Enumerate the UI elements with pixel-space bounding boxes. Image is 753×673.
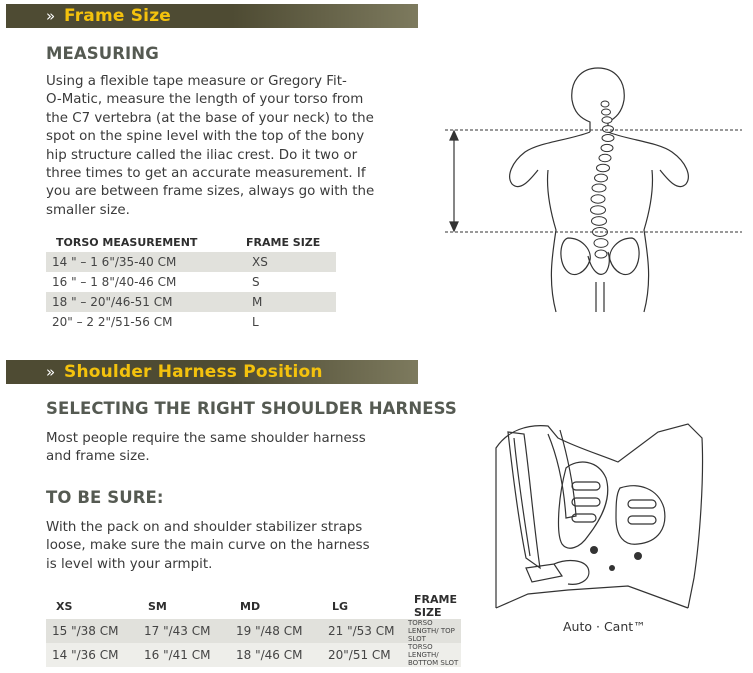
slot-cell: TORSO LENGTH/ TOP SLOT bbox=[408, 619, 455, 643]
md-header: MD bbox=[240, 599, 261, 613]
measuring-line: you are between frame sizes, always go with the bbox=[46, 184, 375, 200]
table-header-row bbox=[46, 232, 336, 252]
frame-size-table bbox=[46, 232, 336, 332]
slot-cell: TORSO LENGTH/ BOTTOM SLOT bbox=[408, 643, 459, 667]
measuring-line: three times to get an accurate measurement. If bbox=[46, 166, 366, 182]
torso-spine-illustration bbox=[420, 60, 750, 320]
md-cell: 19 "/48 CM bbox=[236, 624, 303, 638]
selecting-line: and frame size. bbox=[46, 449, 150, 465]
be-sure-line: loose, make sure the main curve on the harness bbox=[46, 538, 370, 554]
be-sure-line: With the pack on and shoulder stabilizer straps bbox=[46, 520, 363, 535]
torso-measurement-header: TORSO MEASUREMENT bbox=[56, 235, 198, 249]
shoulder-harness-title: Shoulder Harness Position bbox=[64, 362, 323, 382]
measuring-line: the C7 vertebra (at the base of your neck) to the bbox=[46, 110, 374, 126]
lg-header: LG bbox=[332, 599, 349, 613]
torso-cell: 18 " – 20"/46-51 CM bbox=[52, 295, 173, 309]
table-row bbox=[46, 619, 461, 643]
selecting-text bbox=[46, 430, 366, 467]
xs-cell: 15 "/38 CM bbox=[52, 624, 119, 638]
selecting-heading: SELECTING THE RIGHT SHOULDER HARNESS bbox=[46, 399, 457, 418]
frame-size-title: Frame Size bbox=[64, 6, 172, 26]
size-cell: M bbox=[252, 295, 263, 309]
xs-cell: 14 "/36 CM bbox=[52, 648, 119, 662]
lg-cell: 21 "/53 CM bbox=[328, 624, 395, 638]
table-row bbox=[46, 292, 336, 312]
be-sure-text bbox=[46, 519, 370, 574]
selecting-line: Most people require the same shoulder harness bbox=[46, 431, 366, 446]
measuring-line: spot on the spine level with the top of the bony bbox=[46, 129, 365, 145]
table-row bbox=[46, 643, 461, 667]
size-cell: L bbox=[252, 315, 259, 329]
measuring-line: smaller size. bbox=[46, 202, 130, 218]
harness-size-table bbox=[46, 593, 461, 667]
table-row bbox=[46, 272, 336, 292]
torso-cell: 16 " – 1 8"/40-46 CM bbox=[52, 275, 177, 289]
size-cell: XS bbox=[252, 255, 268, 269]
sm-cell: 16 "/41 CM bbox=[144, 648, 211, 662]
xs-header: XS bbox=[56, 599, 73, 613]
measuring-heading: MEASURING bbox=[46, 44, 159, 63]
torso-cell: 14 " – 1 6"/35-40 CM bbox=[52, 255, 177, 269]
measuring-line: O-Matic, measure the length of your torso from bbox=[46, 92, 364, 108]
table-header-row bbox=[46, 593, 461, 619]
frame-size-header: FRAME SIZE bbox=[414, 593, 457, 619]
be-sure-line: is level with your armpit. bbox=[46, 556, 213, 572]
be-sure-heading: TO BE SURE: bbox=[46, 488, 164, 507]
shoulder-harness-banner bbox=[6, 360, 418, 384]
sm-cell: 17 "/43 CM bbox=[144, 624, 211, 638]
lg-cell: 20"/51 CM bbox=[328, 648, 391, 662]
torso-cell: 20" – 2 2"/51-56 CM bbox=[52, 315, 173, 329]
frame-size-banner bbox=[6, 4, 418, 28]
sm-header: SM bbox=[148, 599, 167, 613]
md-cell: 18 "/46 CM bbox=[236, 648, 303, 662]
harness-illustration bbox=[488, 418, 748, 614]
size-cell: S bbox=[252, 275, 260, 289]
measuring-line: Using a flexible tape measure or Gregory Fit- bbox=[46, 74, 347, 89]
measuring-line: hip structure called the iliac crest. Do it two or bbox=[46, 147, 358, 163]
table-row bbox=[46, 312, 336, 332]
chevron-icon: » bbox=[46, 363, 56, 381]
table-row bbox=[46, 252, 336, 272]
measuring-text bbox=[46, 73, 374, 220]
frame-size-header: FRAME SIZE bbox=[246, 235, 321, 249]
auto-cant-caption: Auto · Cant™ bbox=[563, 619, 646, 634]
chevron-icon: » bbox=[46, 7, 56, 25]
